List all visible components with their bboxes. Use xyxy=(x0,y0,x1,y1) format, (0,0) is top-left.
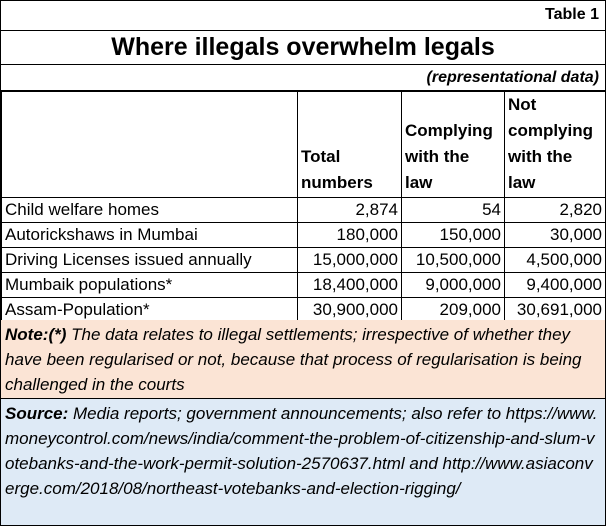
cell-total: 2,874 xyxy=(298,198,402,223)
cell-complying: 150,000 xyxy=(402,223,505,248)
data-table xyxy=(1,91,606,323)
header-complying: Complying with the law xyxy=(402,92,505,198)
footnote-label: Note:(*) xyxy=(5,325,67,344)
header-row xyxy=(2,92,606,198)
table-row xyxy=(2,198,606,223)
cell-not-complying: 30,691,000 xyxy=(505,298,606,323)
header-not-complying: Not complying with the law xyxy=(505,92,606,198)
table-tag-row xyxy=(1,1,605,31)
row-label: Driving Licenses issued annually xyxy=(2,248,298,273)
cell-total: 15,000,000 xyxy=(298,248,402,273)
table-row xyxy=(2,223,606,248)
cell-total: 30,900,000 xyxy=(298,298,402,323)
footnote-text: The data relates to illegal settlements; irrespective of whether they have been regularised or not, because that process of regularisation is being challenged in the courts xyxy=(5,325,582,394)
cell-not-complying: 9,400,000 xyxy=(505,273,606,298)
row-label: Assam-Population* xyxy=(2,298,298,323)
cell-not-complying: 4,500,000 xyxy=(505,248,606,273)
cell-complying: 209,000 xyxy=(402,298,505,323)
table-row xyxy=(2,298,606,323)
cell-not-complying: 2,820 xyxy=(505,198,606,223)
row-label: Child welfare homes xyxy=(2,198,298,223)
source-note xyxy=(1,399,605,525)
cell-total: 180,000 xyxy=(298,223,402,248)
cell-complying: 54 xyxy=(402,198,505,223)
header-label-col xyxy=(2,92,298,198)
table-row xyxy=(2,273,606,298)
table-row xyxy=(2,248,606,273)
row-label: Autorickshaws in Mumbai xyxy=(2,223,298,248)
cell-total: 18,400,000 xyxy=(298,273,402,298)
table-tag: Table 1 xyxy=(545,6,599,23)
table-subtitle: (representational data) xyxy=(1,65,605,91)
header-total: Total numbers xyxy=(298,92,402,198)
cell-complying: 9,000,000 xyxy=(402,273,505,298)
row-label: Mumbaik populations* xyxy=(2,273,298,298)
table-title: Where illegals overwhelm legals xyxy=(1,31,605,65)
source-text: Media reports; government announcements; also refer to https://www.moneycontrol.com/news/india/comment-the-problem-of-citizenship-and-slum-votebanks-and-the-work-permit-solution-2570637.html and http://www.asiaconverge.com/2018/08/northeast-votebanks-and-election-rigging/ xyxy=(5,404,598,498)
source-label: Source: xyxy=(5,404,69,423)
cell-complying: 10,500,000 xyxy=(402,248,505,273)
footnote xyxy=(1,320,605,399)
cell-not-complying: 30,000 xyxy=(505,223,606,248)
